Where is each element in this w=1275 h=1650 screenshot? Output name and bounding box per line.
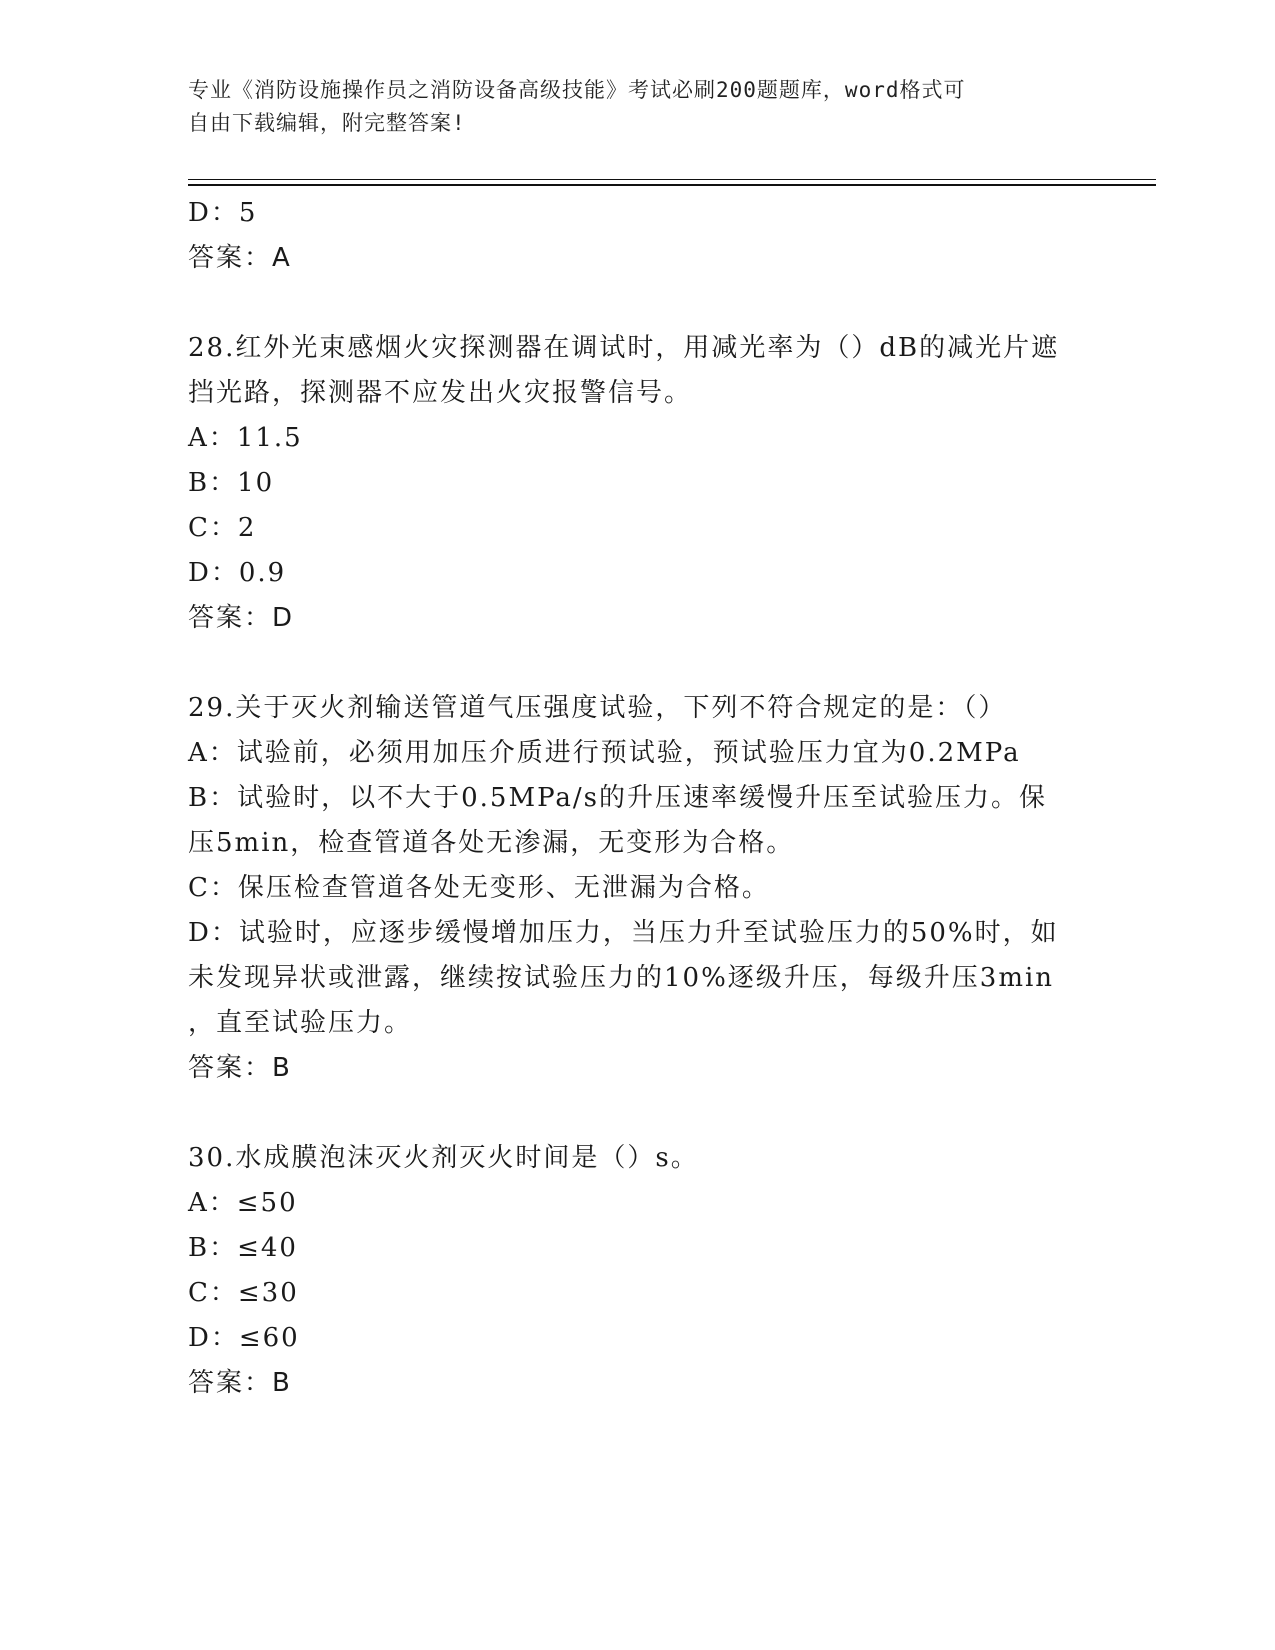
question-30-option-c: C：≤30 [188, 1278, 299, 1308]
document-body [188, 191, 1088, 1406]
question-28-stem-cont: 挡光路，探测器不应发出火灾报警信号。 [188, 378, 693, 408]
question-29-option-d: D：试验时，应逐步缓慢增加压力，当压力升至试验压力的50%时，如 [188, 918, 1059, 948]
question-28-option-d: D：0.9 [188, 558, 287, 588]
prev-answer: 答案：A [188, 243, 292, 273]
header-rule-thick [188, 184, 1156, 186]
question-29-option-b: B：试验时，以不大于0.5MPa/s的升压速率缓慢升压至试验压力。保 [188, 783, 1048, 813]
header-line-1: 专业《消防设施操作员之消防设备高级技能》考试必刷200题题库，word格式可 [188, 78, 966, 102]
prev-option-d: D：5 [188, 198, 258, 228]
document-header [188, 74, 1068, 140]
question-29-answer: 答案：B [188, 1053, 292, 1083]
question-29-option-d-cont: 未发现异状或泄露，继续按试验压力的10%逐级升压，每级升压3min [188, 963, 1055, 993]
question-29-option-c: C：保压检查管道各处无变形、无泄漏为合格。 [188, 873, 770, 903]
question-28-option-a: A：11.5 [188, 423, 303, 453]
question-29-option-a: A：试验前，必须用加压介质进行预试验，预试验压力宜为0.2MPa [188, 738, 1021, 768]
question-30-answer: 答案：B [188, 1368, 292, 1398]
spacer [188, 641, 1088, 686]
header-rule-thin [188, 179, 1156, 180]
question-30-option-b: B：≤40 [188, 1233, 298, 1263]
question-28-option-c: C：2 [188, 513, 257, 543]
question-30-option-d: D：≤60 [188, 1323, 300, 1353]
question-29-option-b-cont: 压5min，检查管道各处无渗漏，无变形为合格。 [188, 828, 795, 858]
question-28-stem: 28.红外光束感烟火灾探测器在调试时，用减光率为（）dB的减光片遮 [188, 333, 1060, 363]
question-29-stem: 29.关于灭火剂输送管道气压强度试验，下列不符合规定的是：（） [188, 693, 1007, 723]
question-30-stem: 30.水成膜泡沫灭火剂灭火时间是（）s。 [188, 1143, 699, 1173]
question-29-option-d-cont-2: ，直至试验压力。 [188, 1008, 413, 1038]
header-line-2: 自由下载编辑，附完整答案! [188, 111, 466, 135]
question-28-option-b: B：10 [188, 468, 275, 498]
spacer [188, 281, 1088, 326]
question-30-option-a: A：≤50 [188, 1188, 298, 1218]
spacer [188, 1091, 1088, 1136]
question-28-answer: 答案：D [188, 603, 295, 633]
